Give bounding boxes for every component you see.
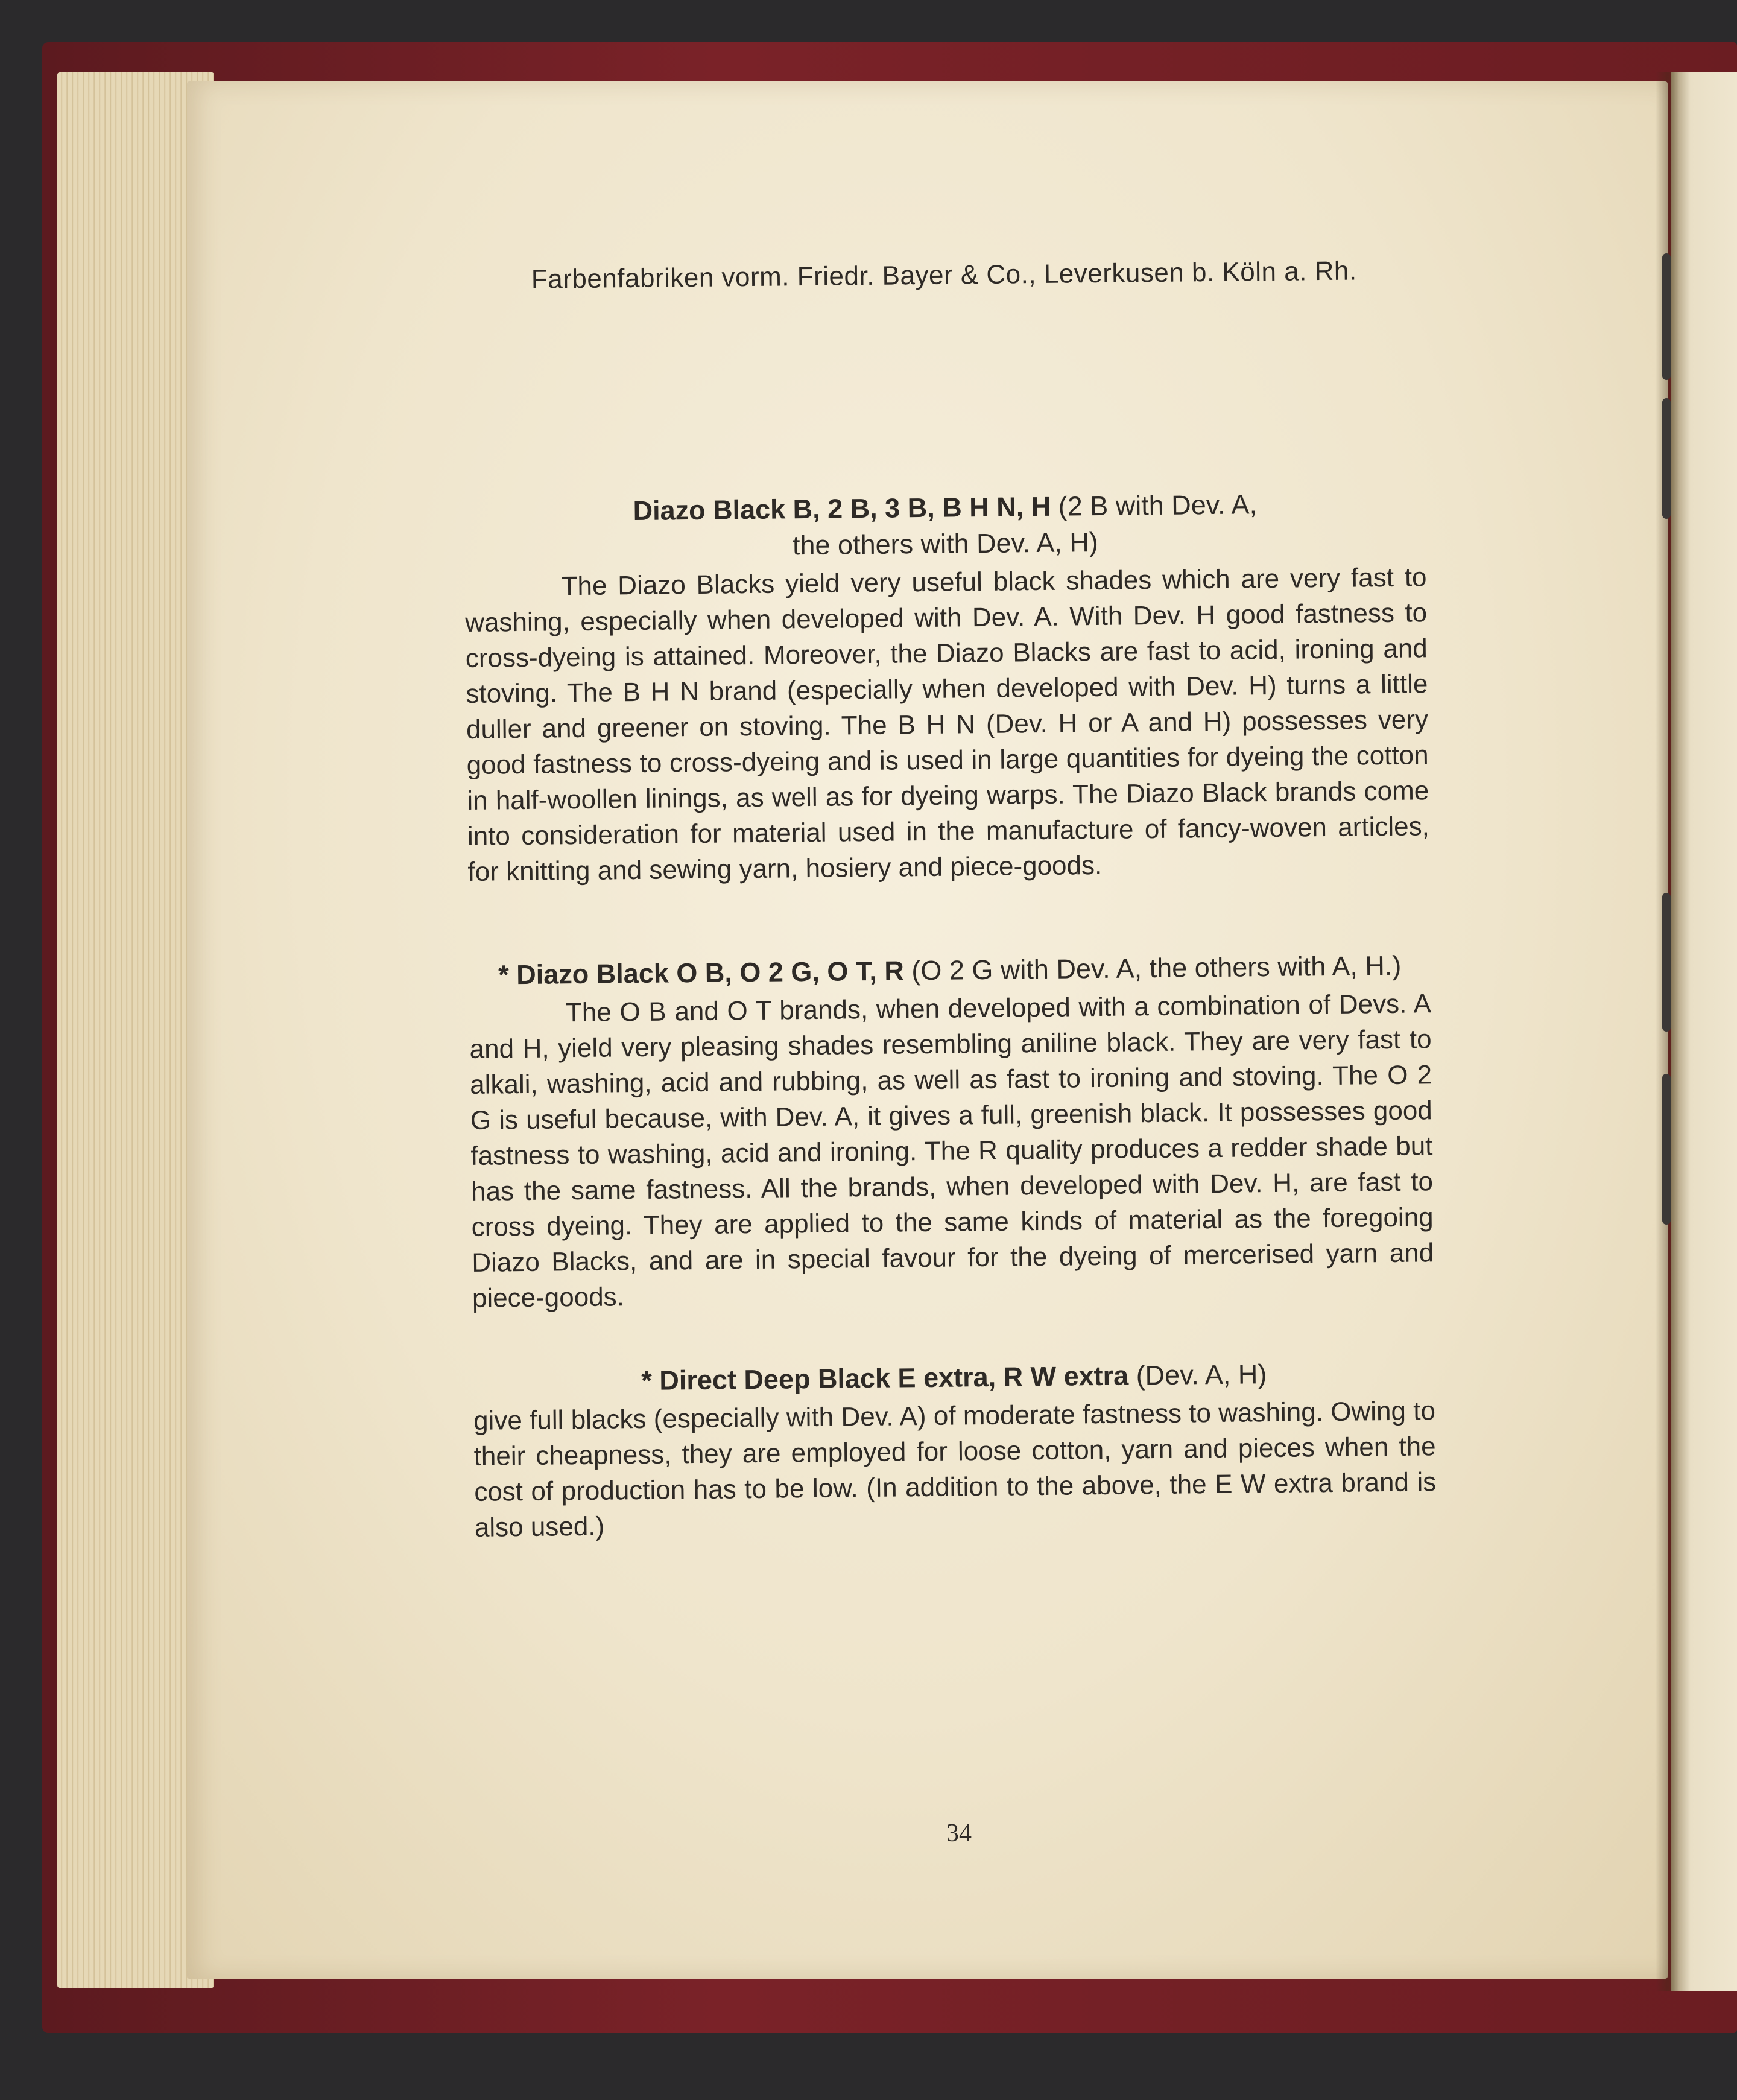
section-heading-rest: (Dev. A, H) <box>1128 1359 1267 1391</box>
facing-page-edge <box>1671 72 1737 1991</box>
section-heading-rest: (O 2 G with Dev. A, the others with A, H.) <box>903 950 1402 986</box>
section-body: The O B and O T brands, when developed with a combination of Devs. A and H, yield very pleasing shades resembling aniline black. They are very fast to alkali, washing, acid and rubbing, as well as fast to ironing and stoving. The O 2 G is useful because, with Dev. A, it gives a full, greenish black. It possesses good fastness to washing, acid and ironing. The R quality produces a redder shade but has the same fastness. All the brands, when developed with Dev. H, are fast to cross dyeing. They are applied to the same kinds of material as the foregoing Diazo Blacks, and are in special favour for the dyeing of mercerised yarn and piece-goods. <box>469 989 1434 1313</box>
section-heading-rest: (2 B with Dev. A, <box>1050 489 1258 522</box>
binding-clip <box>1662 253 1671 380</box>
section-body: give full blacks (especially with Dev. A) of moderate fastness to washing. Owing to their cheapness, they are employed for loose cotton, yarn and pieces when the cost of production has to be low. (In addition to the above, the E W extra brand is also used.) <box>473 1396 1437 1543</box>
section-heading <box>469 947 1431 994</box>
section-diazo-black-ob <box>469 947 1434 1316</box>
section-heading-bold: * Direct Deep Black E extra, R W extra <box>641 1360 1129 1396</box>
running-header: Farbenfabriken vorm. Friedr. Bayer & Co., Leverkusen b. Köln a. Rh. <box>531 256 1357 294</box>
section-body: The Diazo Blacks yield very useful black shades which are very fast to washing, especially when developed with Dev. A. With Dev. H good fastness to cross-dyeing is attained. Moreover, the Diazo Blacks are fast to acid, ironing and stoving. The B H N brand (especially when developed with Dev. H) turns a little duller and greener on stoving. The B H N (Dev. H or A and H) possesses very good fastness to cross-dyeing and is used in large quantities for dyeing the cotton in half-woollen linings, as well as for dyeing warps. The Diazo Black brands come into consideration for material used in the manufacture of fancy-woven articles, for knitting and sewing yarn, hosiery and piece-goods. <box>464 562 1430 887</box>
section-heading-bold: Diazo Black B, 2 B, 3 B, B H N, H <box>633 490 1051 527</box>
section-heading-line2: the others with Dev. A, H) <box>792 526 1099 561</box>
binding-clip <box>1662 398 1671 519</box>
binding-clip <box>1662 893 1671 1032</box>
binding-clip <box>1662 1074 1671 1225</box>
section-heading-bold: * Diazo Black O B, O 2 G, O T, R <box>498 955 905 991</box>
page-content <box>461 255 1437 1546</box>
section-diazo-black <box>464 484 1430 890</box>
section-direct-deep-black <box>473 1354 1437 1546</box>
section-heading <box>473 1354 1435 1401</box>
page-number: 34 <box>946 1819 972 1847</box>
